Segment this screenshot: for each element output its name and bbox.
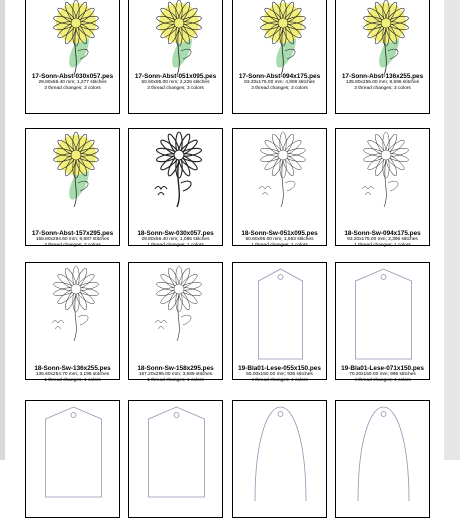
flower-design-color-image: [233, 0, 328, 115]
tag-outline: [356, 269, 412, 359]
butterfly-outline: [259, 187, 271, 196]
flower-center: [71, 150, 81, 160]
card-thread-changes: 1 thread changes; 1 colors: [44, 377, 101, 383]
card-dimensions: 70.20x150.00 mm; 996 stitches: [349, 372, 416, 377]
design-card[interactable]: [232, 128, 327, 246]
card-caption: [336, 365, 429, 383]
butterfly-outline: [155, 321, 167, 330]
card-thread-changes: 1 thread changes; 1 colors: [147, 377, 204, 383]
oval-outline: [358, 407, 409, 501]
tag-outline: [149, 407, 205, 497]
card-filename: 17-Sonn-Abst-094x175.pes: [238, 73, 321, 80]
flower-drawing: [363, 0, 409, 75]
tag-drawing: [356, 269, 412, 359]
design-card[interactable]: [335, 400, 430, 518]
card-caption: [233, 230, 326, 248]
card-dimensions: 29.80x56.40 mm; 1,085 stitches: [141, 237, 210, 242]
flower-stem: [384, 160, 386, 207]
card-thread-changes: 1 thread changes; 1 colors: [354, 242, 411, 248]
leaf-outline: [285, 181, 295, 191]
flower-drawing: [53, 0, 99, 75]
oval-drawing: [358, 407, 409, 501]
design-card[interactable]: [25, 400, 120, 518]
flower-center: [71, 284, 81, 294]
card-caption: [129, 73, 222, 91]
oval-hole: [381, 412, 386, 417]
flower-stem: [281, 160, 283, 207]
card-caption: [129, 230, 222, 248]
card-filename: 18-Sonn-Sw-136x255.pes: [34, 365, 111, 372]
design-card[interactable]: [232, 0, 327, 114]
flower-drawing: [260, 0, 306, 75]
flower-drawing: [53, 132, 99, 207]
flower-center: [71, 18, 81, 28]
card-dimensions: 29.80x56.40 mm; 1,277 stitches: [38, 80, 107, 85]
design-card[interactable]: [335, 0, 430, 114]
design-card[interactable]: [25, 0, 120, 114]
tag-drawing: [149, 407, 205, 497]
flower-center: [381, 150, 391, 160]
card-caption: [26, 73, 119, 91]
card-caption: [336, 230, 429, 248]
flower-drawing: [52, 266, 99, 341]
flower-center: [278, 18, 288, 28]
leaf-outline: [181, 181, 191, 191]
flower-design-color-image: [129, 0, 224, 115]
tag-outline: [259, 269, 303, 359]
card-filename: 17-Sonn-Abst-051x095.pes: [134, 73, 217, 80]
card-thread-changes: 4 thread changes; 4 colors: [354, 377, 411, 383]
oval-drawing: [255, 407, 306, 501]
bookmark-oval-image: [336, 401, 431, 519]
tag-drawing: [259, 269, 303, 359]
card-thread-changes: 1 thread changes; 1 colors: [147, 242, 204, 248]
card-dimensions: 50.60x95.00 mm; 1,553 stitches: [245, 237, 314, 242]
flower-design-color-image: [26, 0, 121, 115]
flower-stem: [177, 294, 179, 341]
tag-drawing: [46, 407, 102, 497]
card-dimensions: 93.20x175.00 mm; 2,396 stitches: [347, 237, 418, 242]
card-thread-changes: 1 thread changes; 1 colors: [251, 242, 308, 248]
design-card[interactable]: [128, 400, 223, 518]
card-dimensions: 157.20x295.00 mm; 3,589 stitches: [138, 372, 213, 377]
card-filename: 18-Sonn-Sw-051x095.pes: [241, 230, 318, 237]
bookmark-tag-image: [336, 263, 431, 381]
butterfly-outline: [52, 321, 64, 330]
flower-center: [278, 150, 288, 160]
flower-drawing: [155, 266, 202, 341]
flower-center: [174, 18, 184, 28]
card-thread-changes: 3 thread changes; 3 colors: [44, 85, 101, 91]
oval-outline: [255, 407, 306, 501]
design-card[interactable]: [25, 262, 120, 383]
tag-hole: [71, 413, 76, 418]
flower-drawing: [155, 132, 202, 207]
card-thread-changes: 3 thread changes; 3 colors: [251, 85, 308, 91]
tag-hole: [278, 275, 283, 280]
card-filename: 19-Bla01-Lese-055x150.pes: [238, 365, 321, 372]
bookmark-oval-image: [233, 401, 328, 519]
bookmark-tag-image: [129, 401, 224, 519]
card-thread-changes: 3 thread changes; 3 colors: [354, 85, 411, 91]
card-thread-changes: 3 thread changes; 3 colors: [44, 242, 101, 248]
card-thread-changes: 4 thread changes; 4 colors: [251, 377, 308, 383]
card-dimensions: 156.80x294.60 mm; 8,887 stitches: [35, 237, 110, 242]
design-card[interactable]: [335, 128, 430, 246]
flower-stem: [74, 294, 76, 341]
card-filename: 18-Sonn-Sw-094x175.pes: [344, 230, 421, 237]
card-caption: [336, 73, 429, 91]
card-filename: 17-Sonn-Abst-136x255.pes: [341, 73, 424, 80]
design-card[interactable]: [128, 0, 223, 114]
design-card[interactable]: [335, 262, 430, 383]
tag-outline: [46, 407, 102, 497]
flower-drawing: [259, 132, 306, 207]
card-dimensions: 93.20x175.00 mm; 4,908 stitches: [244, 80, 315, 85]
card-dimensions: 55.00x150.00 mm; 936 stitches: [246, 372, 313, 377]
flower-drawing: [156, 0, 202, 75]
leaf-outline: [78, 315, 88, 325]
card-caption: [26, 230, 119, 248]
oval-hole: [278, 412, 283, 417]
bookmark-tag-image: [26, 401, 121, 519]
card-filename: 18-Sonn-Sw-158x295.pes: [137, 365, 214, 372]
leaf-outline: [181, 315, 191, 325]
flower-center: [381, 18, 391, 28]
flower-drawing: [362, 132, 409, 207]
card-caption: [233, 73, 326, 91]
page-edge-left: [0, 0, 5, 460]
design-card[interactable]: [232, 262, 327, 383]
design-card[interactable]: [128, 128, 223, 246]
tag-hole: [381, 275, 386, 280]
design-card[interactable]: [25, 128, 120, 246]
card-caption: [26, 365, 119, 383]
leaf-outline: [388, 181, 398, 191]
card-filename: 17-Sonn-Abst-157x295.pes: [31, 230, 114, 237]
flower-design-outline-image: [26, 263, 121, 381]
card-dimensions: 135.80x255.00 mm; 8,596 stitches: [345, 80, 420, 85]
design-card[interactable]: [128, 262, 223, 383]
card-dimensions: 50.60x95.00 mm; 2,226 stitches: [141, 80, 210, 85]
card-filename: 19-Bla01-Lese-071x150.pes: [341, 365, 424, 372]
card-caption: [129, 365, 222, 383]
page-edge-right: [444, 0, 460, 460]
butterfly-outline: [362, 187, 374, 196]
flower-design-color-image: [336, 0, 431, 115]
flower-design-outline-image: [129, 263, 224, 381]
flower-center: [174, 150, 184, 160]
butterfly-outline: [155, 187, 167, 196]
design-card[interactable]: [232, 400, 327, 518]
flower-center: [174, 284, 184, 294]
card-filename: 18-Sonn-Sw-030x057.pes: [137, 230, 214, 237]
card-thread-changes: 3 thread changes; 3 colors: [147, 85, 204, 91]
card-caption: [233, 365, 326, 383]
card-filename: 17-Sonn-Abst-030x057.pes: [31, 73, 114, 80]
card-dimensions: 135.60x254.70 mm; 3,198 stitches: [35, 372, 110, 377]
tag-hole: [174, 413, 179, 418]
bookmark-tag-image: [233, 263, 328, 381]
